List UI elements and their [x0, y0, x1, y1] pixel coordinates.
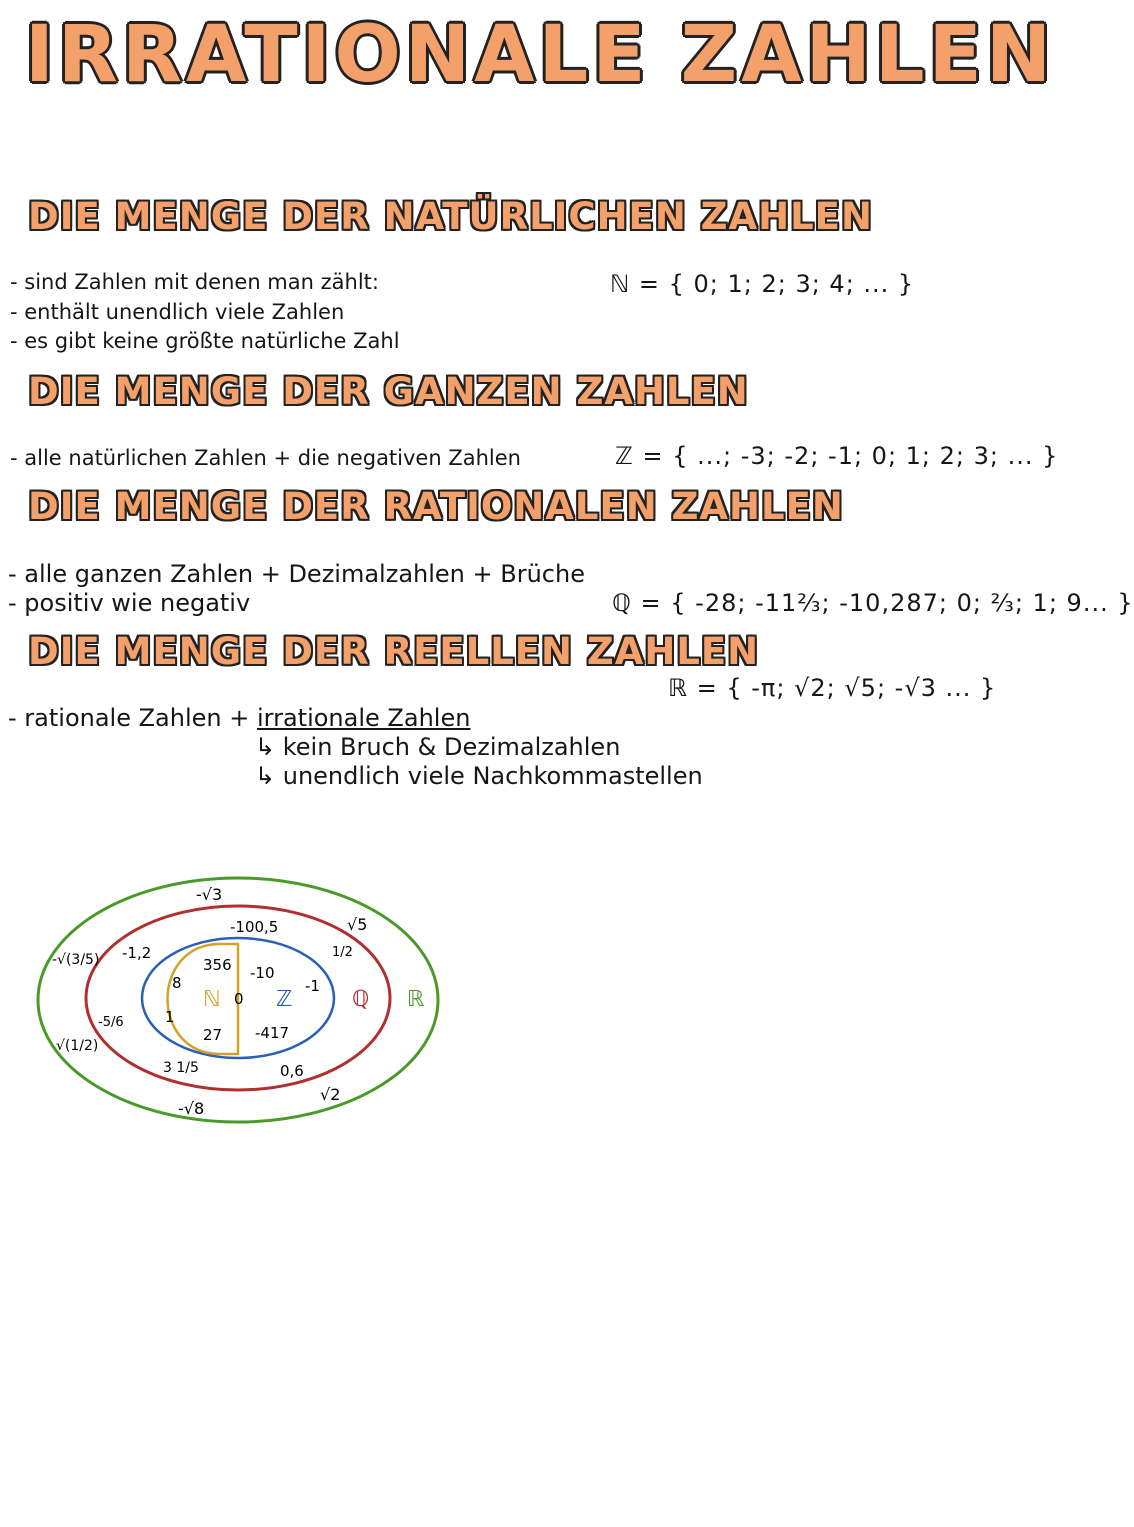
real-sub-bullet-1: ↳ kein Bruch & Dezimalzahlen [255, 733, 621, 761]
rational-element: -100,5 [230, 918, 279, 936]
integer-set-label: ℤ [276, 987, 293, 1012]
heading-rational: DIE MENGE DER RATIONALEN ZAHLEN [28, 485, 844, 528]
rational-element: 3 1/5 [163, 1060, 199, 1076]
real-sub-bullet-2: ↳ unendlich viele Nachkommastellen [255, 762, 703, 790]
natural-element: 0 [234, 990, 244, 1008]
rational-set-label: ℚ [352, 987, 370, 1012]
natural-element: 27 [203, 1026, 223, 1044]
rational-bullet-1: - alle ganzen Zahlen + Dezimalzahlen + Brüche [8, 560, 585, 588]
natural-bullet-2: - enthält unendlich viele Zahlen [10, 300, 345, 324]
rational-element: 1/2 [332, 945, 353, 960]
integers-bullet-1: - alle natürlichen Zahlen + die negativen Zahlen [10, 446, 521, 470]
natural-element: 356 [203, 956, 232, 974]
heading-real: DIE MENGE DER REELLEN ZAHLEN [28, 630, 760, 673]
integers-set: ℤ = { ...; -3; -2; -1; 0; 1; 2; 3; ... } [615, 442, 1059, 470]
real-element: -√(3/5) [52, 952, 100, 968]
integer-element: -1 [305, 977, 320, 995]
natural-element: 1 [165, 1008, 175, 1026]
real-element: √5 [347, 915, 368, 934]
real-bullet-prefix: - rationale Zahlen + [8, 704, 257, 732]
real-bullet [8, 704, 470, 732]
natural-set-label: ℕ [203, 987, 221, 1012]
real-element: √2 [320, 1085, 341, 1104]
natural-bullet-3: - es gibt keine größte natürliche Zahl [10, 329, 400, 353]
real-set-label: ℝ [407, 987, 425, 1012]
rational-element: 0,6 [280, 1062, 304, 1080]
real-element: -√3 [196, 885, 223, 904]
integer-element: -417 [255, 1024, 290, 1042]
integer-element: -10 [250, 964, 275, 982]
heading-natural: DIE MENGE DER NATÜRLICHEN ZAHLEN [28, 195, 873, 238]
natural-bullet-1: - sind Zahlen mit denen man zählt: [10, 270, 379, 294]
natural-set: ℕ = { 0; 1; 2; 3; 4; ... } [610, 270, 915, 298]
rational-bullet-2: - positiv wie negativ [8, 589, 251, 617]
page-title: IRRATIONALE ZAHLEN [24, 10, 1056, 100]
real-set: ℝ = { -π; √2; √5; -√3 ... } [668, 674, 997, 702]
irrational-numbers-label: irrationale Zahlen [256, 704, 471, 732]
rational-element: -5/6 [98, 1015, 124, 1030]
heading-integers: DIE MENGE DER GANZEN ZAHLEN [28, 370, 749, 413]
rational-set: ℚ = { -28; -11⅔; -10,287; 0; ⅔; 1; 9... } [612, 589, 1134, 617]
real-element: √(1/2) [56, 1038, 99, 1054]
rational-element: -1,2 [122, 944, 152, 962]
natural-element: 8 [172, 974, 182, 992]
real-element: -√8 [178, 1099, 205, 1118]
number-sets-diagram [0, 860, 480, 1150]
